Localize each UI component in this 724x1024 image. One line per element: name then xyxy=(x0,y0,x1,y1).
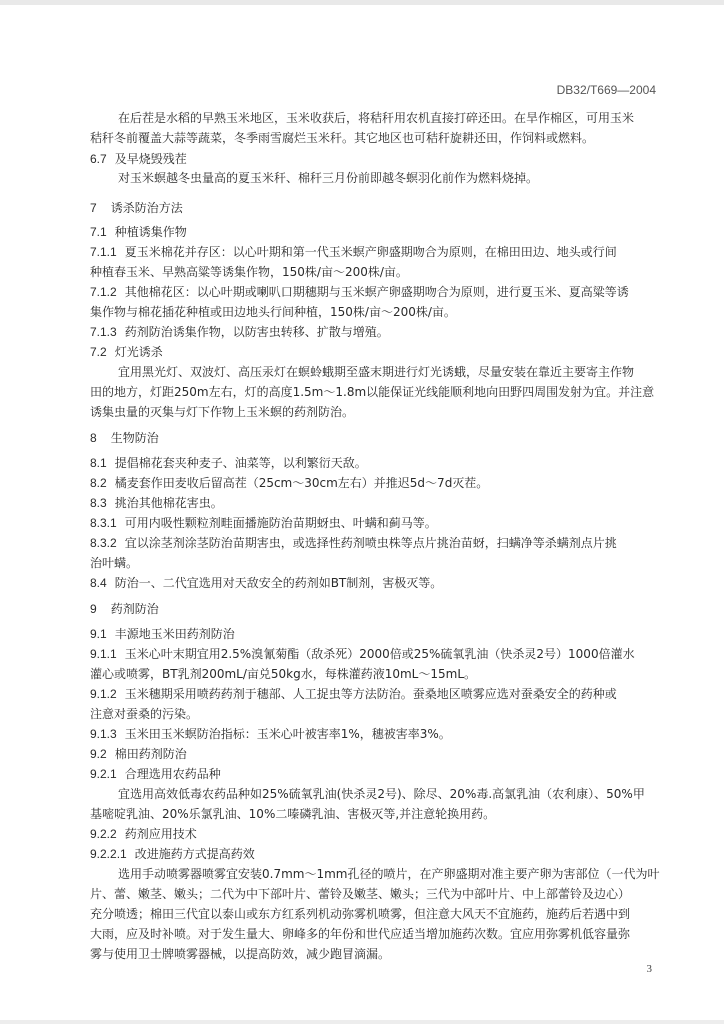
section-title: 灯光诱杀 xyxy=(114,345,163,359)
section-number: 9.1 xyxy=(90,627,107,641)
section-title: 棉田药剂防治 xyxy=(114,747,187,761)
clause-9-1-2 xyxy=(90,686,617,702)
clause-text: 宜以涂茎剂涂茎防治苗期害虫，或选择性药剂喷虫株等点片挑治苗蚜，扫螨净等杀螨剂点片挑 xyxy=(124,536,617,550)
clause-number: 8.3 xyxy=(90,496,107,510)
clause-8-3 xyxy=(90,495,223,511)
clause-number: 9.1.2 xyxy=(90,687,117,701)
chapter-heading-9 xyxy=(90,601,159,617)
clause-text: 玉米穗期采用喷药药剂于穗部、人工捉虫等方法防治。蚕桑地区喷雾应选对蚕桑安全的药种或 xyxy=(124,687,617,701)
clause-text: 可用内吸性颗粒剂畦面播施防治苗期蚜虫、叶螨和蓟马等。 xyxy=(124,516,437,530)
paragraph-line: 集作物与棉花插花种植或田边地头行间种植，150株/亩～200株/亩。 xyxy=(90,305,456,319)
paragraph-line: 种植春玉米、早熟高粱等诱集作物，150株/亩～200株/亩。 xyxy=(90,265,408,279)
paragraph-line: 充分喷透；棉田三代宜以泰山或东方红系列机动弥雾机喷雾，但注意大风天不宜施药，施药后若遇中到 xyxy=(90,907,631,921)
paragraph-line: 在后茬是水稻的早熟玉米地区，玉米收获后，将秸秆用农机直接打碎还田。在旱作棉区，可用玉米 xyxy=(118,111,635,125)
chapter-number: 9 xyxy=(90,602,97,616)
clause-title: 药剂应用技术 xyxy=(124,827,197,841)
clause-7-1-1 xyxy=(90,244,617,260)
clause-number: 9.1.1 xyxy=(90,647,117,661)
clause-number: 9.2.1 xyxy=(90,767,117,781)
paragraph-line: 选用手动喷雾器喷雾宜安装0.7mm～1mm孔径的喷片，在产卵盛期对准主要产卵为害部位（一代为叶 xyxy=(118,867,660,881)
paragraph-line: 注意对蚕桑的污染。 xyxy=(90,707,199,721)
clause-text: 夏玉米棉花并存区：以心叶期和第一代玉米螟产卵盛期吻合为原则，在棉田田边、地头或行间 xyxy=(124,245,617,259)
section-title: 及早烧毁残茬 xyxy=(114,152,187,166)
clause-8-4 xyxy=(90,575,442,591)
section-number: 7.1 xyxy=(90,225,107,239)
clause-number: 9.1.3 xyxy=(90,727,117,741)
paragraph-line: 大雨，应及时补喷。对于发生量大、卵峰多的年份和世代应适当增加施药次数。宜应用弥雾机低容量弥 xyxy=(90,927,631,941)
clause-text: 挑治其他棉花害虫。 xyxy=(114,496,223,510)
section-heading-7-1 xyxy=(90,224,187,240)
clause-number: 7.1.3 xyxy=(90,325,117,339)
clause-text: 药剂防治诱集作物，以防害虫转移、扩散与增殖。 xyxy=(124,325,389,339)
section-title: 种植诱集作物 xyxy=(114,225,187,239)
section-heading-6-7 xyxy=(90,151,187,167)
chapter-heading-7 xyxy=(90,200,183,216)
section-number: 6.7 xyxy=(90,152,107,166)
clause-number: 9.2.2 xyxy=(90,827,117,841)
clause-number: 8.3.2 xyxy=(90,536,117,550)
clause-text: 提倡棉花套夹种麦子、油菜等，以利繁衍天敌。 xyxy=(114,456,367,470)
clause-8-2 xyxy=(90,475,488,491)
clause-9-1-3 xyxy=(90,726,451,742)
paragraph-line: 田的地方，灯距250m左右，灯的高度1.5m～1.8m以能保证光线能顺利地向田野四周围发射为宜。并注意 xyxy=(90,385,655,399)
clause-8-1 xyxy=(90,455,367,471)
paragraph-line: 雾与使用卫士牌喷雾器械，以提高防效，减少跑冒滴漏。 xyxy=(90,947,391,961)
clause-number: 8.1 xyxy=(90,456,107,470)
section-heading-7-2 xyxy=(90,344,163,360)
clause-8-3-1 xyxy=(90,515,437,531)
chapter-title: 诱杀防治方法 xyxy=(110,201,183,215)
chapter-title: 药剂防治 xyxy=(110,602,159,616)
section-title: 丰源地玉米田药剂防治 xyxy=(114,627,235,641)
clause-7-1-3 xyxy=(90,324,389,340)
document-code: DB32/T669—2004 xyxy=(556,83,656,97)
paragraph-line: 对玉米螟越冬虫量高的夏玉米秆、棉秆三月份前即越冬螟羽化前作为燃料烧掉。 xyxy=(118,171,539,185)
paragraph-line: 宜选用高效低毒农药品种如25%硫氧乳油(快杀灵2号)、除尽、20%毒.高氯乳油（农利康）、50%甲 xyxy=(118,787,645,801)
paragraph-line: 诱集虫量的灭集与灯下作物上玉米螟的药剂防治。 xyxy=(90,405,355,419)
clause-title: 改进施药方式提高药效 xyxy=(134,847,255,861)
chapter-title: 生物防治 xyxy=(110,431,159,445)
paragraph-line: 灌心或喷雾，BT乳剂200mL/亩兑50kg水，每株灌药液10mL～15mL。 xyxy=(90,667,477,681)
chapter-heading-8 xyxy=(90,430,159,446)
clause-text: 防治一、二代宜选用对天敌安全的药剂如BT制剂，害极灭等。 xyxy=(114,576,443,590)
clause-number: 7.1.1 xyxy=(90,245,117,259)
clause-number: 7.1.2 xyxy=(90,285,117,299)
clause-text: 玉米心叶末期宜用2.5%溴氰菊酯（敌杀死）2000倍或25%硫氧乳油（快杀灵2号）1000倍灌水 xyxy=(124,647,635,661)
section-heading-9-2 xyxy=(90,746,187,762)
page-number: 3 xyxy=(646,963,652,975)
clause-7-1-2 xyxy=(90,284,629,300)
paragraph-line: 片、蕾、嫩茎、嫩头；二代为中下部叶片、蕾铃及嫩茎、嫩头；三代为中部叶片、中上部蕾铃及边心） xyxy=(90,887,631,901)
chapter-number: 7 xyxy=(90,201,97,215)
clause-title: 合理选用农药品种 xyxy=(124,767,221,781)
paragraph-line: 秸秆冬前覆盖大蒜等蔬菜，冬季雨雪腐烂玉米秆。其它地区也可秸秆旋耕还田，作饲料或燃料。 xyxy=(90,131,595,145)
scan-edge-bottom xyxy=(0,1020,724,1024)
section-number: 7.2 xyxy=(90,345,107,359)
clause-9-1-1 xyxy=(90,646,635,662)
clause-9-2-2 xyxy=(90,826,197,842)
clause-text: 其他棉花区：以心叶期或喇叭口期穗期与玉米螟产卵盛期吻合为原则，进行夏玉米、夏高粱等诱 xyxy=(124,285,629,299)
clause-number: 8.4 xyxy=(90,576,107,590)
clause-text: 橘麦套作田麦收后留高茬（25cm～30cm左右）并推迟5d～7d灭茬。 xyxy=(114,476,489,490)
clause-number: 9.2.2.1 xyxy=(90,847,127,861)
section-number: 9.2 xyxy=(90,747,107,761)
clause-number: 8.3.1 xyxy=(90,516,117,530)
clause-9-2-2-1 xyxy=(90,846,255,862)
chapter-number: 8 xyxy=(90,431,97,445)
clause-9-2-1 xyxy=(90,766,221,782)
section-heading-9-1 xyxy=(90,626,235,642)
paragraph-line: 治叶螨。 xyxy=(90,556,139,570)
paragraph-line: 宜用黑光灯、双波灯、高压汞灯在螟蛉蛾期至盛末期进行灯光诱蛾，尽量安装在靠近主要寄主作物 xyxy=(118,365,635,379)
paragraph-line: 基嘧啶乳油、20%乐氯乳油、10%二嗪磷乳油、害极灭等,并注意轮换用药。 xyxy=(90,807,496,821)
clause-text: 玉米田玉米螟防治指标：玉米心叶被害率1%，穗被害率3%。 xyxy=(124,727,451,741)
clause-8-3-2 xyxy=(90,535,617,551)
clause-number: 8.2 xyxy=(90,476,107,490)
scan-edge-top xyxy=(0,0,724,5)
